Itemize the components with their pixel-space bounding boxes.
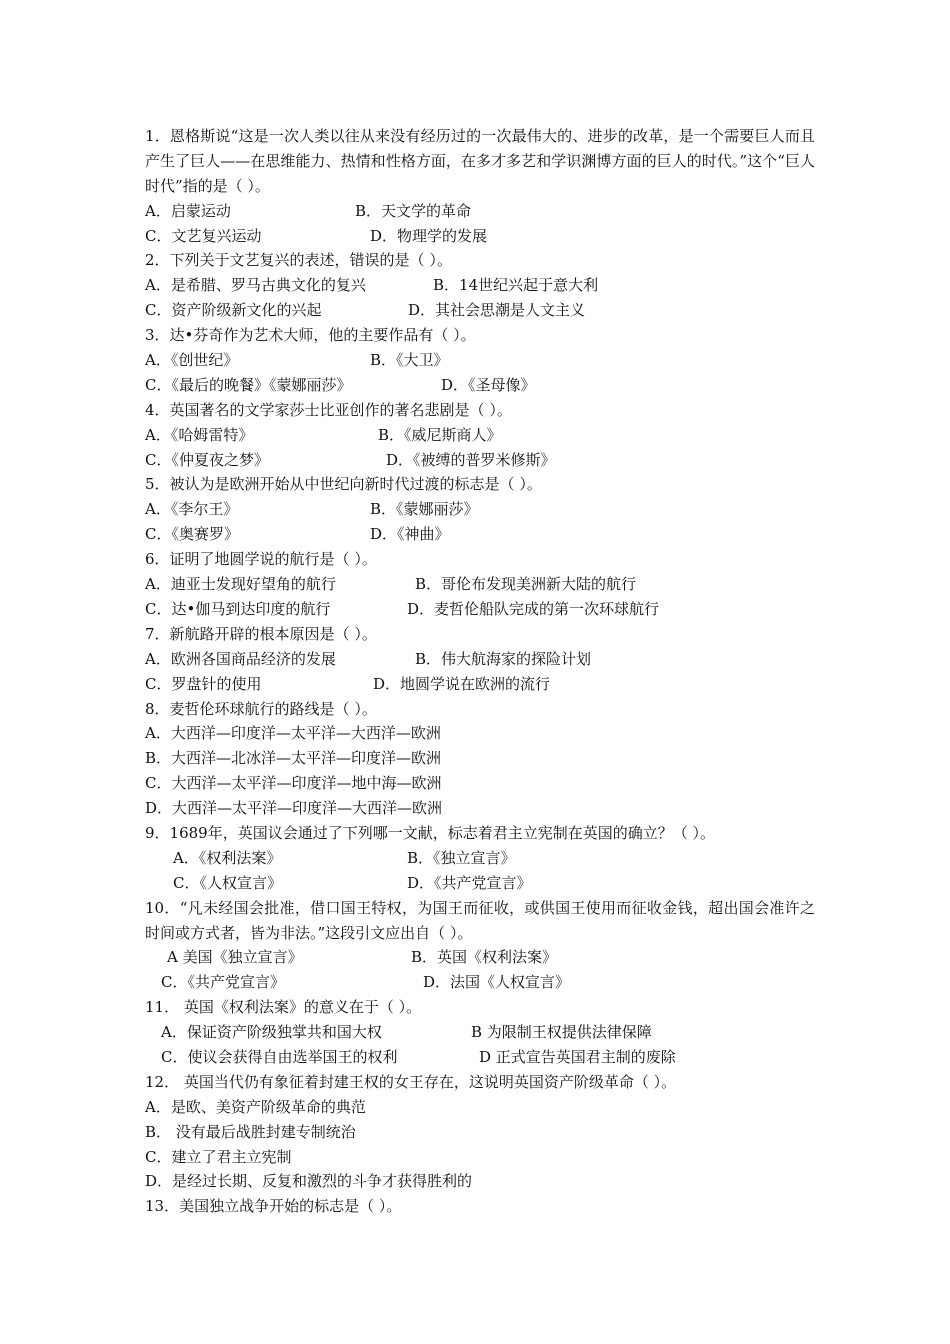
question-1-option-d: D．物理学的发展 (370, 226, 488, 245)
question-11-option-d: D 正式宣告英国君主制的废除 (479, 1047, 676, 1066)
question-11-options-row-2 (145, 1045, 815, 1070)
question-7-options-row-2 (145, 672, 815, 697)
question-1-option-a: A．启蒙运动 (145, 201, 231, 220)
question-11-option-c: C．使议会获得自由选举国王的权利 (161, 1047, 398, 1066)
question-10-option-a: A 美国《独立宣言》 (167, 948, 303, 967)
question-6-option-c: C．达•伽马到达印度的航行 (145, 599, 331, 618)
question-5-option-c: C．《奥赛罗》 (145, 525, 239, 544)
question-7-option-c: C．罗盘针的使用 (145, 674, 262, 693)
question-11-options-row-1 (145, 1020, 815, 1045)
question-5-stem: 5．被认为是欧洲开始从中世纪向新时代过渡的标志是（ ）。 (145, 475, 542, 494)
question-9-options-row-2 (145, 871, 815, 896)
question-2-options-row-1 (145, 273, 815, 298)
question-4-option-a: A．《哈姆雷特》 (145, 425, 254, 444)
question-4-stem: 4．英国著名的文学家莎士比亚创作的著名悲剧是（ ）。 (145, 400, 512, 419)
question-10-options-row-1 (145, 945, 815, 970)
question-12-option-b: B． 没有最后战胜封建专制统治 (145, 1122, 356, 1141)
question-8-stem: 8．麦哲伦环球航行的路线是（ ）。 (145, 699, 377, 718)
question-9-option-a: A．《权利法案》 (173, 848, 282, 867)
question-2-option-c: C．资产阶级新文化的兴起 (145, 301, 322, 320)
exam-page (145, 124, 815, 1219)
question-5-options-row-2 (145, 522, 815, 547)
question-9-option-d: D．《共产党宣言》 (407, 873, 532, 892)
question-7-option-b: B．伟大航海家的探险计划 (415, 649, 592, 668)
question-3-options-row-1 (145, 348, 815, 373)
question-11-option-b: B 为限制王权提供法律保障 (471, 1023, 652, 1042)
question-1-options-row-2 (145, 224, 815, 249)
question-8-option-d: D．大西洋—太平洋—印度洋—大西洋—欧洲 (145, 799, 443, 818)
question-8-option-a: A．大西洋—印度洋—太平洋—大西洋—欧洲 (145, 724, 441, 743)
question-9-options-row-1 (145, 846, 815, 871)
question-3-option-b: B．《大卫》 (370, 351, 449, 370)
question-3-stem: 3．达•芬奇作为艺术大师，他的主要作品有（ ）。 (145, 326, 476, 345)
question-2-option-a: A．是希腊、罗马古典文化的复兴 (145, 276, 366, 295)
question-9-stem: 9．1689年，英国议会通过了下列哪一文献，标志着君主立宪制在英国的确立？（ ）。 (145, 823, 715, 842)
question-10-option-d: D．法国《人权宣言》 (423, 973, 571, 992)
question-7-stem: 7．新航路开辟的根本原因是（ ）。 (145, 624, 377, 643)
question-8-option-b: B．大西洋—北冰洋—太平洋—印度洋—欧洲 (145, 749, 442, 768)
question-3-option-d: D．《圣母像》 (441, 375, 536, 394)
question-6-option-b: B．哥伦布发现美洲新大陆的航行 (415, 575, 637, 594)
question-11-option-a: A．保证资产阶级独掌共和国大权 (161, 1023, 382, 1042)
question-7-options-row-1 (145, 647, 815, 672)
question-6-options-row-1 (145, 572, 815, 597)
question-7-option-d: D．地圆学说在欧洲的流行 (373, 674, 551, 693)
question-6-option-a: A．迪亚士发现好望角的航行 (145, 575, 336, 594)
question-4-option-c: C．《仲夏夜之梦》 (145, 450, 269, 469)
question-12-option-d: D．是经过长期、反复和激烈的斗争才获得胜利的 (145, 1172, 473, 1191)
question-12-option-c: C．建立了君主立宪制 (145, 1147, 292, 1166)
question-4-options-row-1 (145, 423, 815, 448)
question-5-option-d: D．《神曲》 (370, 525, 450, 544)
question-6-stem: 6．证明了地圆学说的航行是（ ）。 (145, 550, 377, 569)
question-2-option-d: D．其社会思潮是人文主义 (408, 301, 586, 320)
question-7-option-a: A．欧洲各国商品经济的发展 (145, 649, 336, 668)
question-10-options-row-2 (145, 970, 815, 995)
question-3-options-row-2 (145, 373, 815, 398)
question-10-stem: 10．“凡未经国会批准，借口国王特权，为国王而征收，或供国王使用而征收金钱，超出国会准许之时间或方式者，皆为非法。”这段引文应出自（ ）。 (145, 898, 815, 942)
question-1-option-c: C．文艺复兴运动 (145, 226, 262, 245)
question-1-stem: 1．恩格斯说“这是一次人类以往从来没有经历过的一次最伟大的、进步的改革，是一个需要巨人而且产生了巨人——在思维能力、热情和性格方面，在多才多艺和学识渊博方面的巨人的时代。”这个“巨人时代”指的是（ ）。 (145, 127, 815, 195)
question-2-options-row-2 (145, 298, 815, 323)
question-1-option-b: B．天文学的革命 (355, 201, 472, 220)
question-4-option-b: B．《威尼斯商人》 (378, 425, 502, 444)
question-5-option-b: B．《蒙娜丽莎》 (370, 500, 479, 519)
question-3-option-a: A．《创世纪》 (145, 351, 239, 370)
question-10-option-c: C．《共产党宣言》 (161, 973, 285, 992)
question-12-stem: 12． 英国当代仍有象征着封建王权的女王存在，这说明英国资产阶级革命（ ）。 (145, 1072, 677, 1091)
question-1-options-row-1 (145, 199, 815, 224)
question-4-options-row-2 (145, 448, 815, 473)
question-5-options-row-1 (145, 497, 815, 522)
question-9-option-b: B．《独立宣言》 (407, 848, 516, 867)
question-6-options-row-2 (145, 597, 815, 622)
question-12-option-a: A．是欧、美资产阶级革命的典范 (145, 1097, 366, 1116)
question-3-option-c: C．《最后的晚餐》《蒙娜丽莎》 (145, 375, 352, 394)
question-4-option-d: D．《被缚的普罗米修斯》 (386, 450, 556, 469)
question-13-stem: 13．美国独立战争开始的标志是（ ）。 (145, 1197, 402, 1216)
question-11-stem: 11． 英国《权利法案》的意义在于（ ）。 (145, 998, 422, 1017)
question-6-option-d: D．麦哲伦船队完成的第一次环球航行 (407, 599, 660, 618)
question-2-stem: 2．下列关于文艺复兴的表述，错误的是（ ）。 (145, 251, 452, 270)
question-2-option-b: B．14世纪兴起于意大利 (433, 276, 599, 295)
question-8-option-c: C．大西洋—太平洋—印度洋—地中海—欧洲 (145, 774, 442, 793)
question-5-option-a: A．《李尔王》 (145, 500, 239, 519)
question-10-option-b: B．英国《权利法案》 (411, 948, 558, 967)
question-9-option-c: C．《人权宣言》 (173, 873, 282, 892)
